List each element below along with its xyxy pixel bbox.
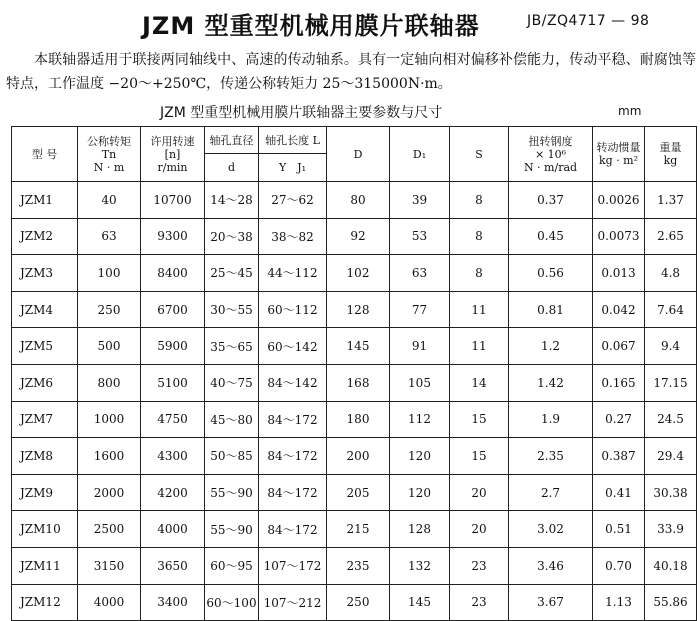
cell-S: 8 — [450, 182, 509, 219]
cell-bore: 35～65 — [205, 328, 259, 365]
table-row — [12, 328, 697, 365]
title-main: JZM 型重型机械用膜片联轴器 — [142, 12, 480, 40]
cell-inertia: 0.042 — [593, 291, 645, 328]
cell-model: JZM4 — [12, 291, 78, 328]
cell-torque: 63 — [78, 218, 141, 255]
cell-inertia: 0.013 — [593, 255, 645, 292]
cell-D1: 39 — [390, 182, 450, 219]
table-row — [12, 255, 697, 292]
cell-torque: 4000 — [78, 584, 141, 621]
cell-S: 15 — [450, 438, 509, 475]
cell-torque: 1600 — [78, 438, 141, 475]
cell-speed: 5900 — [141, 328, 205, 365]
header-weight — [645, 127, 697, 182]
header-inertia — [593, 127, 645, 182]
cell-model: JZM8 — [12, 438, 78, 475]
cell-D: 250 — [327, 584, 390, 621]
header-weight-unit: kg — [663, 154, 678, 167]
table-caption: JZM 型重型机械用膜片联轴器主要参数与尺寸 — [160, 105, 443, 121]
header-speed-label: 许用转速 — [150, 134, 195, 148]
cell-torque: 800 — [78, 364, 141, 401]
cell-inertia: 1.13 — [593, 584, 645, 621]
cell-torque: 3150 — [78, 547, 141, 584]
cell-D1: 77 — [390, 291, 450, 328]
cell-length: 84～172 — [259, 474, 327, 511]
cell-stiffness: 0.45 — [509, 218, 593, 255]
table-row — [12, 401, 697, 438]
cell-D1: 53 — [390, 218, 450, 255]
cell-model: JZM12 — [12, 584, 78, 621]
cell-weight: 4.8 — [645, 255, 697, 292]
cell-D: 180 — [327, 401, 390, 438]
cell-S: 8 — [450, 255, 509, 292]
table-row — [12, 291, 697, 328]
table-row — [12, 511, 697, 548]
cell-length: 38～82 — [259, 218, 327, 255]
cell-S: 23 — [450, 547, 509, 584]
header-D: D — [327, 127, 390, 182]
header-inertia-label: 转动惯量 — [596, 141, 641, 154]
cell-D1: 91 — [390, 328, 450, 365]
cell-D: 102 — [327, 255, 390, 292]
cell-D: 215 — [327, 511, 390, 548]
header-stiffness — [509, 127, 593, 182]
cell-length: 84～172 — [259, 438, 327, 475]
cell-stiffness: 1.42 — [509, 364, 593, 401]
table-row — [12, 438, 697, 475]
cell-S: 8 — [450, 218, 509, 255]
header-torque-unit: N · m — [93, 160, 125, 174]
cell-bore: 50～85 — [205, 438, 259, 475]
cell-D: 235 — [327, 547, 390, 584]
cell-bore: 20～38 — [205, 218, 259, 255]
header-speed-unit: r/min — [157, 160, 188, 174]
header-D1: D₁ — [390, 127, 450, 182]
header-torque — [78, 127, 141, 182]
table-row — [12, 474, 697, 511]
header-torque-symbol: Tn — [101, 147, 117, 161]
header-torque-label: 公称转矩 — [87, 134, 131, 148]
cell-D1: 132 — [390, 547, 450, 584]
header-speed-symbol: [n] — [164, 147, 181, 161]
header-speed — [141, 127, 205, 182]
cell-model: JZM3 — [12, 255, 78, 292]
standard-number: JB/ZQ4717 — 98 — [527, 13, 650, 29]
cell-S: 11 — [450, 291, 509, 328]
cell-inertia: 0.165 — [593, 364, 645, 401]
cell-weight: 1.37 — [645, 182, 697, 219]
cell-inertia: 0.70 — [593, 547, 645, 584]
cell-weight: 33.9 — [645, 511, 697, 548]
cell-length: 44～112 — [259, 255, 327, 292]
table-row — [12, 364, 697, 401]
cell-length: 84～172 — [259, 511, 327, 548]
cell-inertia: 0.0073 — [593, 218, 645, 255]
cell-D: 128 — [327, 291, 390, 328]
header-inertia-unit: kg · m² — [598, 154, 639, 167]
cell-speed: 4300 — [141, 438, 205, 475]
spec-table-body — [12, 182, 697, 621]
cell-weight: 55.86 — [645, 584, 697, 621]
cell-stiffness: 3.46 — [509, 547, 593, 584]
cell-D: 168 — [327, 364, 390, 401]
cell-model: JZM9 — [12, 474, 78, 511]
cell-torque: 1000 — [78, 401, 141, 438]
cell-bore: 45～80 — [205, 401, 259, 438]
cell-inertia: 0.0026 — [593, 182, 645, 219]
cell-bore: 30～55 — [205, 291, 259, 328]
cell-stiffness: 2.35 — [509, 438, 593, 475]
cell-model: JZM6 — [12, 364, 78, 401]
cell-bore: 55～90 — [205, 511, 259, 548]
cell-stiffness: 1.9 — [509, 401, 593, 438]
header-stiffness-mult: × 10⁶ — [534, 147, 567, 161]
cell-D1: 128 — [390, 511, 450, 548]
cell-S: 20 — [450, 474, 509, 511]
cell-D: 92 — [327, 218, 390, 255]
cell-D1: 112 — [390, 401, 450, 438]
cell-torque: 2500 — [78, 511, 141, 548]
cell-length: 27～62 — [259, 182, 327, 219]
header-bore-symbol: d — [205, 154, 259, 182]
cell-speed: 8400 — [141, 255, 205, 292]
table-row — [12, 218, 697, 255]
cell-speed: 3650 — [141, 547, 205, 584]
header-weight-label: 重量 — [659, 141, 682, 154]
table-row — [12, 182, 697, 219]
header-stiffness-unit: N · m/rad — [523, 160, 578, 174]
cell-S: 14 — [450, 364, 509, 401]
cell-length: 60～142 — [259, 328, 327, 365]
cell-bore: 25～45 — [205, 255, 259, 292]
header-bore: 轴孔直径 — [205, 127, 259, 154]
cell-speed: 3400 — [141, 584, 205, 621]
spec-table — [11, 126, 697, 621]
cell-weight: 7.64 — [645, 291, 697, 328]
cell-D1: 145 — [390, 584, 450, 621]
cell-D1: 120 — [390, 438, 450, 475]
intro-paragraph: 本联轴器适用于联接两同轴线中、高速的传动轴系。具有一定轴向相对偏移补偿能力，传动平稳、耐腐蚀等特点，工作温度 −20～+250℃，传递公称转矩力 25～315000N·m。 — [6, 52, 696, 92]
cell-weight: 9.4 — [645, 328, 697, 365]
cell-stiffness: 0.81 — [509, 291, 593, 328]
cell-stiffness: 3.67 — [509, 584, 593, 621]
cell-stiffness: 0.56 — [509, 255, 593, 292]
cell-model: JZM10 — [12, 511, 78, 548]
header-length: 轴孔长度 L — [259, 127, 327, 154]
cell-torque: 100 — [78, 255, 141, 292]
cell-weight: 2.65 — [645, 218, 697, 255]
cell-torque: 2000 — [78, 474, 141, 511]
cell-torque: 250 — [78, 291, 141, 328]
document-title — [0, 4, 700, 38]
cell-length: 84～172 — [259, 401, 327, 438]
header-S: S — [450, 127, 509, 182]
cell-S: 15 — [450, 401, 509, 438]
cell-weight: 29.4 — [645, 438, 697, 475]
cell-stiffness: 1.2 — [509, 328, 593, 365]
cell-speed: 9300 — [141, 218, 205, 255]
cell-bore: 60～95 — [205, 547, 259, 584]
cell-speed: 5100 — [141, 364, 205, 401]
cell-model: JZM7 — [12, 401, 78, 438]
cell-torque: 500 — [78, 328, 141, 365]
header-model: 型 号 — [12, 127, 78, 182]
header-length-symbol: Y J₁ — [259, 154, 327, 182]
header-stiffness-label: 扭转钢度 — [528, 134, 573, 148]
cell-speed: 4750 — [141, 401, 205, 438]
cell-model: JZM5 — [12, 328, 78, 365]
cell-S: 11 — [450, 328, 509, 365]
cell-weight: 40.18 — [645, 547, 697, 584]
cell-stiffness: 3.02 — [509, 511, 593, 548]
cell-inertia: 0.067 — [593, 328, 645, 365]
cell-D1: 105 — [390, 364, 450, 401]
cell-inertia: 0.51 — [593, 511, 645, 548]
cell-length: 60～112 — [259, 291, 327, 328]
cell-bore: 55～90 — [205, 474, 259, 511]
cell-D: 200 — [327, 438, 390, 475]
cell-weight: 30.38 — [645, 474, 697, 511]
cell-model: JZM2 — [12, 218, 78, 255]
cell-length: 107～172 — [259, 547, 327, 584]
cell-length: 84～142 — [259, 364, 327, 401]
table-row — [12, 547, 697, 584]
cell-speed: 4200 — [141, 474, 205, 511]
cell-stiffness: 2.7 — [509, 474, 593, 511]
cell-D: 145 — [327, 328, 390, 365]
cell-stiffness: 0.37 — [509, 182, 593, 219]
cell-torque: 40 — [78, 182, 141, 219]
cell-inertia: 0.27 — [593, 401, 645, 438]
unit-label: mm — [618, 104, 642, 118]
cell-weight: 17.15 — [645, 364, 697, 401]
cell-D: 80 — [327, 182, 390, 219]
cell-speed: 4000 — [141, 511, 205, 548]
cell-bore: 14～28 — [205, 182, 259, 219]
cell-bore: 40～75 — [205, 364, 259, 401]
table-row — [12, 584, 697, 621]
cell-inertia: 0.387 — [593, 438, 645, 475]
cell-D: 205 — [327, 474, 390, 511]
cell-inertia: 0.41 — [593, 474, 645, 511]
cell-length: 107～212 — [259, 584, 327, 621]
cell-speed: 10700 — [141, 182, 205, 219]
cell-D1: 120 — [390, 474, 450, 511]
cell-weight: 24.5 — [645, 401, 697, 438]
cell-bore: 60～100 — [205, 584, 259, 621]
cell-S: 20 — [450, 511, 509, 548]
cell-speed: 6700 — [141, 291, 205, 328]
cell-model: JZM1 — [12, 182, 78, 219]
cell-S: 23 — [450, 584, 509, 621]
cell-model: JZM11 — [12, 547, 78, 584]
cell-D1: 63 — [390, 255, 450, 292]
